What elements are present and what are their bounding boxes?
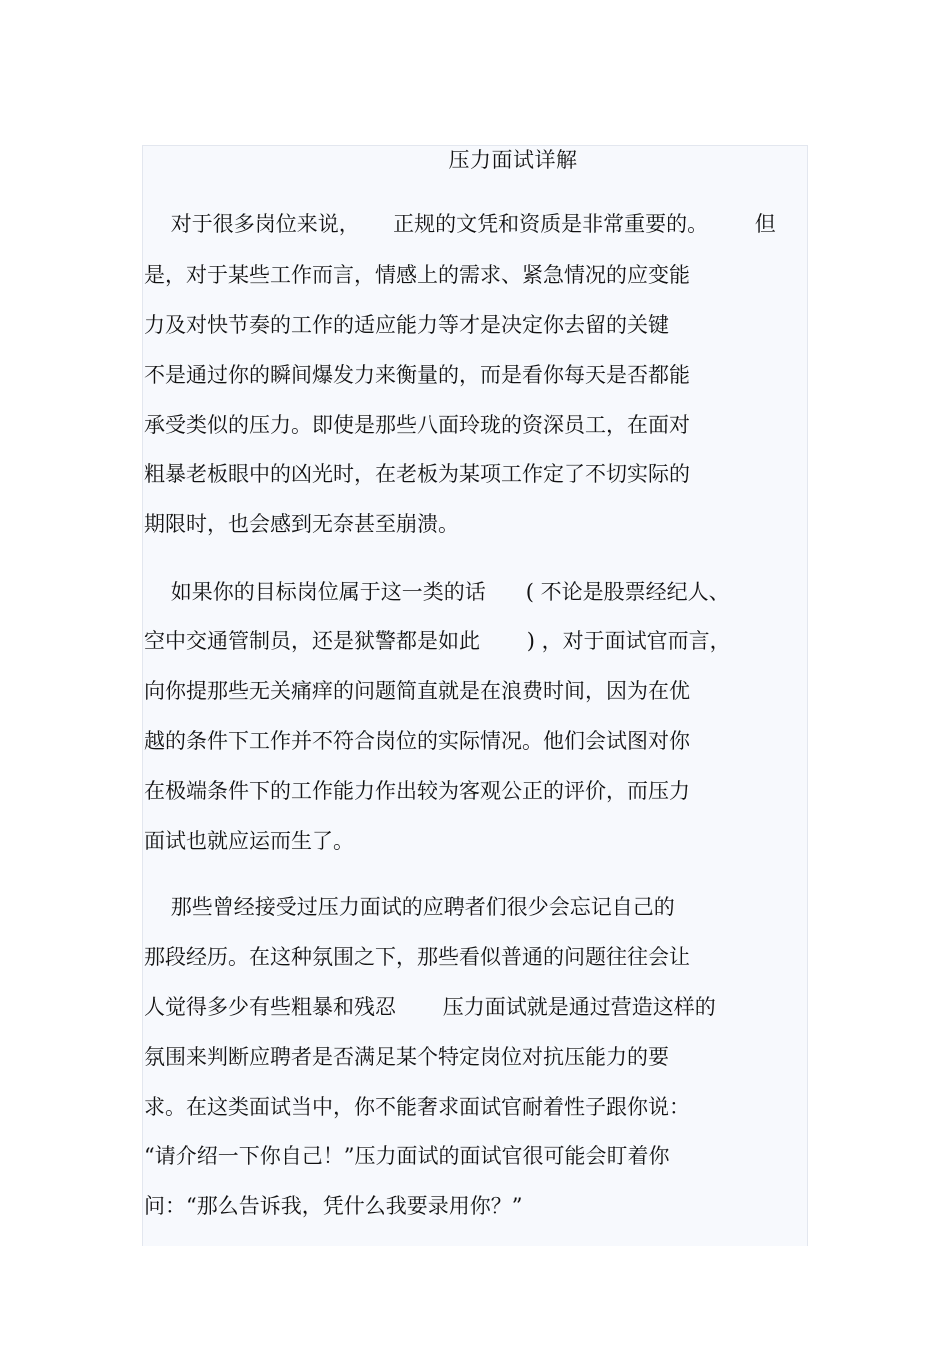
paragraph-3-line-6: “请介绍一下你自己！”压力面试的面试官很可能会盯着你 bbox=[144, 1144, 670, 1168]
paragraph-1-line-1: 对于很多岗位来说， 正规的文凭和资质是非常重要的。 但 bbox=[144, 212, 776, 236]
paragraph-1-line-4: 不是通过你的瞬间爆发力来衡量的，而是看你每天是否都能 bbox=[144, 363, 690, 387]
paragraph-3-line-4: 氛围来判断应聘者是否满足某个特定岗位对抗压能力的要 bbox=[144, 1045, 669, 1069]
paragraph-2-line-2: 空中交通管制员，还是狱警都是如此 ) ，对于面试官而言， bbox=[144, 629, 731, 653]
paragraph-2-line-1: 如果你的目标岗位属于这一类的话 ( 不论是股票经纪人、 bbox=[144, 580, 730, 604]
paragraph-1-line-2: 是，对于某些工作而言，情感上的需求、紧急情况的应变能 bbox=[144, 263, 690, 287]
paragraph-3-line-1: 那些曾经接受过压力面试的应聘者们很少会忘记自己的 bbox=[144, 895, 675, 919]
paragraph-2-line-3: 向你提那些无关痛痒的问题简直就是在浪费时间，因为在优 bbox=[144, 679, 690, 703]
paragraph-3-line-7: 问：“那么告诉我，凭什么我要录用你？” bbox=[144, 1194, 523, 1218]
paragraph-3-line-3: 人觉得多少有些粗暴和残忍 压力面试就是通过营造这样的 bbox=[144, 995, 716, 1019]
document-title: 压力面试详解 bbox=[448, 148, 578, 172]
paragraph-3-line-5: 求。在这类面试当中，你不能奢求面试官耐着性子跟你说： bbox=[144, 1095, 690, 1119]
paragraph-2-line-5: 在极端条件下的工作能力作出较为客观公正的评价，而压力 bbox=[144, 779, 690, 803]
paragraph-1-line-5: 承受类似的压力。即使是那些八面玲珑的资深员工，在面对 bbox=[144, 413, 690, 437]
paragraph-2-line-6: 面试也就应运而生了。 bbox=[144, 829, 354, 853]
paragraph-1-line-6: 粗暴老板眼中的凶光时，在老板为某项工作定了不切实际的 bbox=[144, 462, 690, 486]
paragraph-1-line-3: 力及对快节奏的工作的适应能力等才是决定你去留的关键 bbox=[144, 313, 669, 337]
paragraph-1-line-7: 期限时，也会感到无奈甚至崩溃。 bbox=[144, 512, 459, 536]
paragraph-3-line-2: 那段经历。在这种氛围之下，那些看似普通的问题往往会让 bbox=[144, 945, 690, 969]
paragraph-2-line-4: 越的条件下工作并不符合岗位的实际情况。他们会试图对你 bbox=[144, 729, 690, 753]
